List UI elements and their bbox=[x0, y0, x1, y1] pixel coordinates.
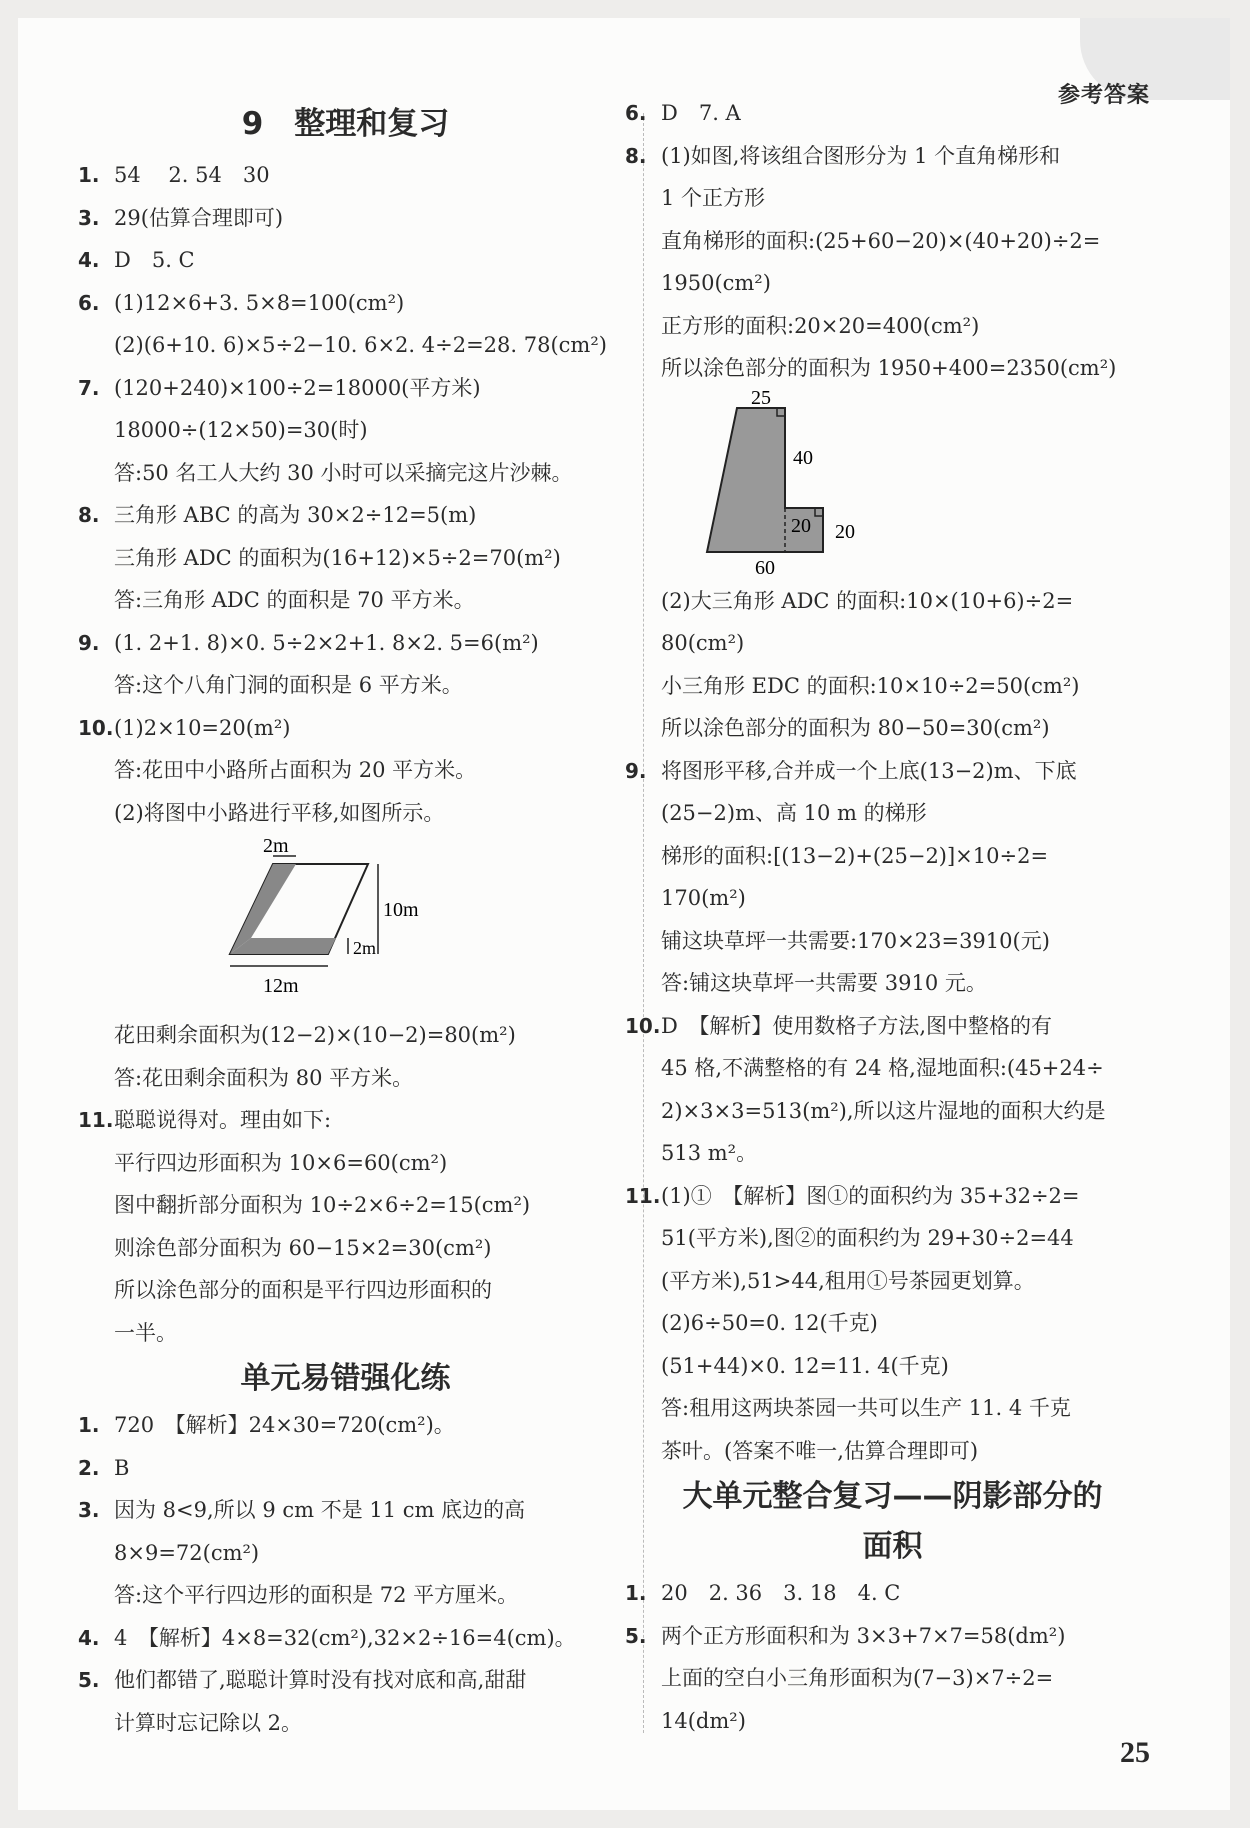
answer-line bbox=[78, 537, 613, 580]
answer-line bbox=[625, 1657, 1160, 1700]
section-title-3a: 大单元整合复习——阴影部分的 bbox=[682, 1479, 1103, 1514]
answer-text: 2)×3×3=513(m²),所以这片湿地的面积大约是 bbox=[661, 1098, 1106, 1123]
section-title: 9 整理和复习 bbox=[241, 106, 450, 142]
question-number: 6. bbox=[78, 290, 100, 315]
answer-text: 上面的空白小三角形面积为(7−3)×7÷2= bbox=[661, 1666, 1054, 1690]
question-number: 10. bbox=[625, 1013, 661, 1038]
answer-line: 所以涂色部分的面积为 80−50=30(cm²) bbox=[661, 716, 1050, 740]
question-number: 11. bbox=[625, 1183, 661, 1208]
answer-text: 则涂色部分面积为 60−15×2=30(cm²) bbox=[114, 1235, 492, 1260]
answer-text: (1)12×6+3. 5×8=100(cm²) bbox=[114, 290, 405, 315]
answer-line bbox=[625, 347, 1160, 390]
answer-line bbox=[625, 177, 1160, 220]
answer-line bbox=[625, 1387, 1160, 1430]
answer-text: (2)将图中小路进行平移,如图所示。 bbox=[114, 800, 445, 825]
question-number: 7. bbox=[78, 375, 100, 400]
answer-text: (1. 2+1. 8)×0. 5÷2×2+1. 8×2. 5=6(m²) bbox=[114, 630, 539, 655]
answer-line bbox=[625, 920, 1160, 963]
fig2-followup bbox=[625, 580, 1160, 750]
answer-line bbox=[78, 1702, 613, 1745]
fig1-followup bbox=[78, 1014, 613, 1099]
answer-list-right bbox=[625, 92, 1160, 390]
answer-text: 答:花田中小路所占面积为 20 平方米。 bbox=[114, 758, 477, 782]
answer-text: (2)(6+10. 6)×5÷2−10. 6×2. 4÷2=28. 78(cm²) bbox=[114, 333, 607, 357]
answer-line bbox=[78, 452, 613, 495]
answer-text: D 7. A bbox=[661, 101, 741, 125]
answer-text: 170(m²) bbox=[661, 886, 746, 910]
question-number: 3. bbox=[78, 205, 100, 230]
answer-text: 铺这块草坪一共需要:170×23=3910(元) bbox=[661, 928, 1050, 953]
answer-text: (2)6÷50=0. 12(千克) bbox=[661, 1311, 878, 1335]
answer-line bbox=[625, 1430, 1160, 1473]
question-number: 2. bbox=[78, 1455, 100, 1480]
fig1-label-right: 10m bbox=[383, 899, 419, 921]
answer-text: 720 【解析】24×30=720(cm²)。 bbox=[114, 1413, 455, 1437]
answer-line bbox=[78, 749, 613, 792]
answer-text: 答:这个八角门洞的面积是 6 平方米。 bbox=[114, 673, 463, 697]
answer-list-right-2 bbox=[625, 750, 1160, 1473]
question-number: 11. bbox=[78, 1108, 114, 1132]
fig1-label-top: 2m bbox=[263, 835, 289, 857]
answer-line bbox=[625, 1175, 1160, 1218]
answer-line bbox=[78, 1312, 613, 1355]
section-title-2: 单元易错强化练 bbox=[240, 1361, 451, 1396]
answer-line bbox=[625, 792, 1160, 835]
answer-line: 花田剩余面积为(12−2)×(10−2)=80(m²) bbox=[114, 1023, 516, 1047]
answer-text: 答:铺这块草坪一共需要 3910 元。 bbox=[661, 971, 987, 995]
answer-line bbox=[625, 135, 1160, 178]
question-number: 9. bbox=[78, 630, 100, 655]
answer-line bbox=[78, 1574, 613, 1617]
answer-line bbox=[78, 367, 613, 410]
answer-line bbox=[625, 305, 1160, 348]
answer-line bbox=[625, 1005, 1160, 1048]
answer-line bbox=[78, 622, 613, 665]
answer-line bbox=[78, 1099, 613, 1142]
figure-trapezoid bbox=[625, 390, 1160, 580]
answer-line bbox=[625, 1615, 1160, 1658]
answer-text: 答:这个平行四边形的面积是 72 平方厘米。 bbox=[114, 1583, 519, 1607]
answer-line bbox=[625, 1132, 1160, 1175]
answer-text: (1)如图,将该组合图形分为 1 个直角梯形和 bbox=[661, 143, 1061, 168]
answer-line bbox=[78, 239, 613, 282]
answer-text: 答:三角形 ADC 的面积是 70 平方米。 bbox=[114, 588, 475, 612]
answer-line: 80(cm²) bbox=[661, 631, 745, 655]
answer-text: 45 格,不满整格的有 24 格,湿地面积:(45+24÷ bbox=[661, 1056, 1104, 1080]
answer-line bbox=[78, 1659, 613, 1702]
answer-text: 梯形的面积:[(13−2)+(25−2)]×10÷2= bbox=[661, 843, 1049, 868]
section-title-3b: 面积 bbox=[862, 1529, 923, 1564]
question-number: 9. bbox=[625, 758, 647, 783]
question-number: 4. bbox=[78, 248, 100, 272]
answer-line bbox=[625, 877, 1160, 920]
answer-line bbox=[78, 197, 613, 240]
question-number: 5. bbox=[625, 1623, 647, 1648]
answer-text: 茶叶。(答案不唯一,估算合理即可) bbox=[661, 1438, 979, 1463]
answer-item-11 bbox=[78, 1099, 613, 1354]
question-number: 8. bbox=[625, 143, 647, 168]
left-column bbox=[78, 100, 613, 1744]
trapezoid-svg bbox=[625, 390, 1160, 580]
answer-text: 三角形 ADC 的面积为(16+12)×5÷2=70(m²) bbox=[114, 545, 561, 570]
answer-text: 所以涂色部分的面积为 1950+400=2350(cm²) bbox=[661, 356, 1117, 380]
answer-text: 1950(cm²) bbox=[661, 271, 771, 295]
answer-line bbox=[625, 962, 1160, 1005]
answer-text: (120+240)×100÷2=18000(平方米) bbox=[114, 375, 481, 400]
answer-line bbox=[78, 494, 613, 537]
answer-list-2 bbox=[78, 1404, 613, 1744]
answer-line bbox=[78, 1404, 613, 1447]
question-number: 1. bbox=[78, 163, 100, 187]
answer-line bbox=[78, 409, 613, 452]
answer-line bbox=[78, 282, 613, 325]
answer-text: 51(平方米),图②的面积约为 29+30÷2=44 bbox=[661, 1226, 1074, 1250]
answer-text: 一半。 bbox=[114, 1320, 177, 1345]
answer-line bbox=[78, 707, 613, 750]
fig2-label-top: 25 bbox=[751, 389, 771, 409]
figure-path-diagram bbox=[78, 834, 613, 1014]
answer-text: 平行四边形面积为 10×6=60(cm²) bbox=[114, 1150, 448, 1175]
answer-line bbox=[625, 1345, 1160, 1388]
answer-line bbox=[625, 220, 1160, 263]
answer-text: 两个正方形面积和为 3×3+7×7=58(dm²) bbox=[661, 1623, 1066, 1648]
question-number: 8. bbox=[78, 503, 100, 527]
answer-line bbox=[78, 1532, 613, 1575]
answer-text: 聪聪说得对。理由如下: bbox=[114, 1108, 332, 1132]
header-label: 参考答案 bbox=[1057, 83, 1150, 108]
answer-text: 答:租用这两块茶园一共可以生产 11. 4 千克 bbox=[661, 1396, 1071, 1420]
fig1-label-bottom: 12m bbox=[263, 975, 299, 997]
question-number: 3. bbox=[78, 1498, 100, 1522]
answer-text: 他们都错了,聪聪计算时没有找对底和高,甜甜 bbox=[114, 1668, 527, 1692]
answer-text: 直角梯形的面积:(25+60−20)×(40+20)÷2= bbox=[661, 228, 1101, 253]
answer-text: 答:50 名工人大约 30 小时可以采摘完这片沙棘。 bbox=[114, 460, 573, 485]
answer-line bbox=[78, 1617, 613, 1660]
answer-text: D 【解析】使用数格子方法,图中整格的有 bbox=[661, 1013, 1053, 1038]
fig2-label-inner: 20 bbox=[791, 514, 811, 537]
answer-line bbox=[78, 1184, 613, 1227]
answer-line bbox=[625, 1047, 1160, 1090]
answer-text: (25−2)m、高 10 m 的梯形 bbox=[661, 801, 927, 825]
answer-line bbox=[625, 1090, 1160, 1133]
answer-line bbox=[625, 92, 1160, 135]
question-number: 10. bbox=[78, 715, 114, 740]
answer-line bbox=[78, 154, 613, 197]
answer-line bbox=[78, 1489, 613, 1532]
answer-text: (平方米),51>44,租用①号茶园更划算。 bbox=[661, 1268, 1035, 1293]
answer-list bbox=[78, 154, 613, 834]
question-number: 1. bbox=[78, 1413, 100, 1437]
answer-line: 答:花田剩余面积为 80 平方米。 bbox=[114, 1065, 414, 1090]
answer-line: (2)大三角形 ADC 的面积:10×(10+6)÷2= bbox=[661, 588, 1074, 613]
answer-line bbox=[78, 1269, 613, 1312]
question-number: 4. bbox=[78, 1625, 100, 1650]
answer-text: 4 【解析】4×8=32(cm²),32×2÷16=4(cm)。 bbox=[114, 1625, 576, 1650]
answer-line bbox=[625, 835, 1160, 878]
answer-text: 14(dm²) bbox=[661, 1708, 746, 1733]
question-number: 1. bbox=[625, 1581, 647, 1605]
answer-line: 小三角形 EDC 的面积:10×10÷2=50(cm²) bbox=[661, 673, 1080, 698]
answer-text: 29(估算合理即可) bbox=[114, 205, 284, 230]
answer-text: 计算时忘记除以 2。 bbox=[114, 1710, 303, 1735]
page-number: 25 bbox=[1120, 1736, 1150, 1769]
answer-text: 513 m²。 bbox=[661, 1141, 758, 1165]
answer-line bbox=[625, 1572, 1160, 1615]
fig2-label-bottom: 60 bbox=[755, 556, 775, 579]
answer-line bbox=[625, 750, 1160, 793]
fig2-label-right: 40 bbox=[793, 446, 813, 469]
answer-text: 图中翻折部分面积为 10÷2×6÷2=15(cm²) bbox=[114, 1193, 531, 1217]
answer-line bbox=[625, 1260, 1160, 1303]
answer-list-right-3 bbox=[625, 1572, 1160, 1742]
answer-text: (1)① 【解析】图①的面积约为 35+32÷2= bbox=[661, 1183, 1080, 1208]
answer-line bbox=[78, 1227, 613, 1270]
answer-text: 三角形 ABC 的高为 30×2÷12=5(m) bbox=[114, 503, 477, 527]
answer-text: 所以涂色部分的面积是平行四边形面积的 bbox=[114, 1278, 492, 1302]
answer-text: 1 个正方形 bbox=[661, 186, 766, 210]
question-number: 6. bbox=[625, 101, 647, 125]
answer-line bbox=[78, 792, 613, 835]
answer-text: 将图形平移,合并成一个上底(13−2)m、下底 bbox=[661, 758, 1077, 783]
answer-text: 因为 8<9,所以 9 cm 不是 11 cm 底边的高 bbox=[114, 1498, 526, 1522]
answer-text: 18000÷(12×50)=30(时) bbox=[114, 418, 368, 442]
answer-line bbox=[625, 1217, 1160, 1260]
answer-line bbox=[625, 1302, 1160, 1345]
answer-line bbox=[78, 664, 613, 707]
fig1-label-small: 2m bbox=[353, 938, 377, 958]
path-diagram-svg bbox=[78, 834, 613, 1014]
answer-line bbox=[78, 579, 613, 622]
answer-text: D 5. C bbox=[114, 248, 195, 272]
answer-line bbox=[625, 262, 1160, 305]
right-column bbox=[625, 92, 1160, 1742]
answer-text: 8×9=72(cm²) bbox=[114, 1540, 260, 1565]
answer-line bbox=[78, 1142, 613, 1185]
answer-line bbox=[78, 324, 613, 367]
answer-line bbox=[625, 1700, 1160, 1743]
answer-text: (1)2×10=20(m²) bbox=[114, 715, 291, 740]
answer-line bbox=[78, 1447, 613, 1490]
answer-text: (51+44)×0. 12=11. 4(千克) bbox=[661, 1353, 949, 1378]
answer-text: 20 2. 36 3. 18 4. C bbox=[661, 1581, 901, 1605]
question-number: 5. bbox=[78, 1668, 100, 1692]
answer-text: 正方形的面积:20×20=400(cm²) bbox=[661, 313, 980, 338]
fig2-label-side: 20 bbox=[835, 520, 855, 543]
answer-text: B bbox=[114, 1455, 130, 1480]
answer-text: 54 2. 54 30 bbox=[114, 163, 270, 187]
